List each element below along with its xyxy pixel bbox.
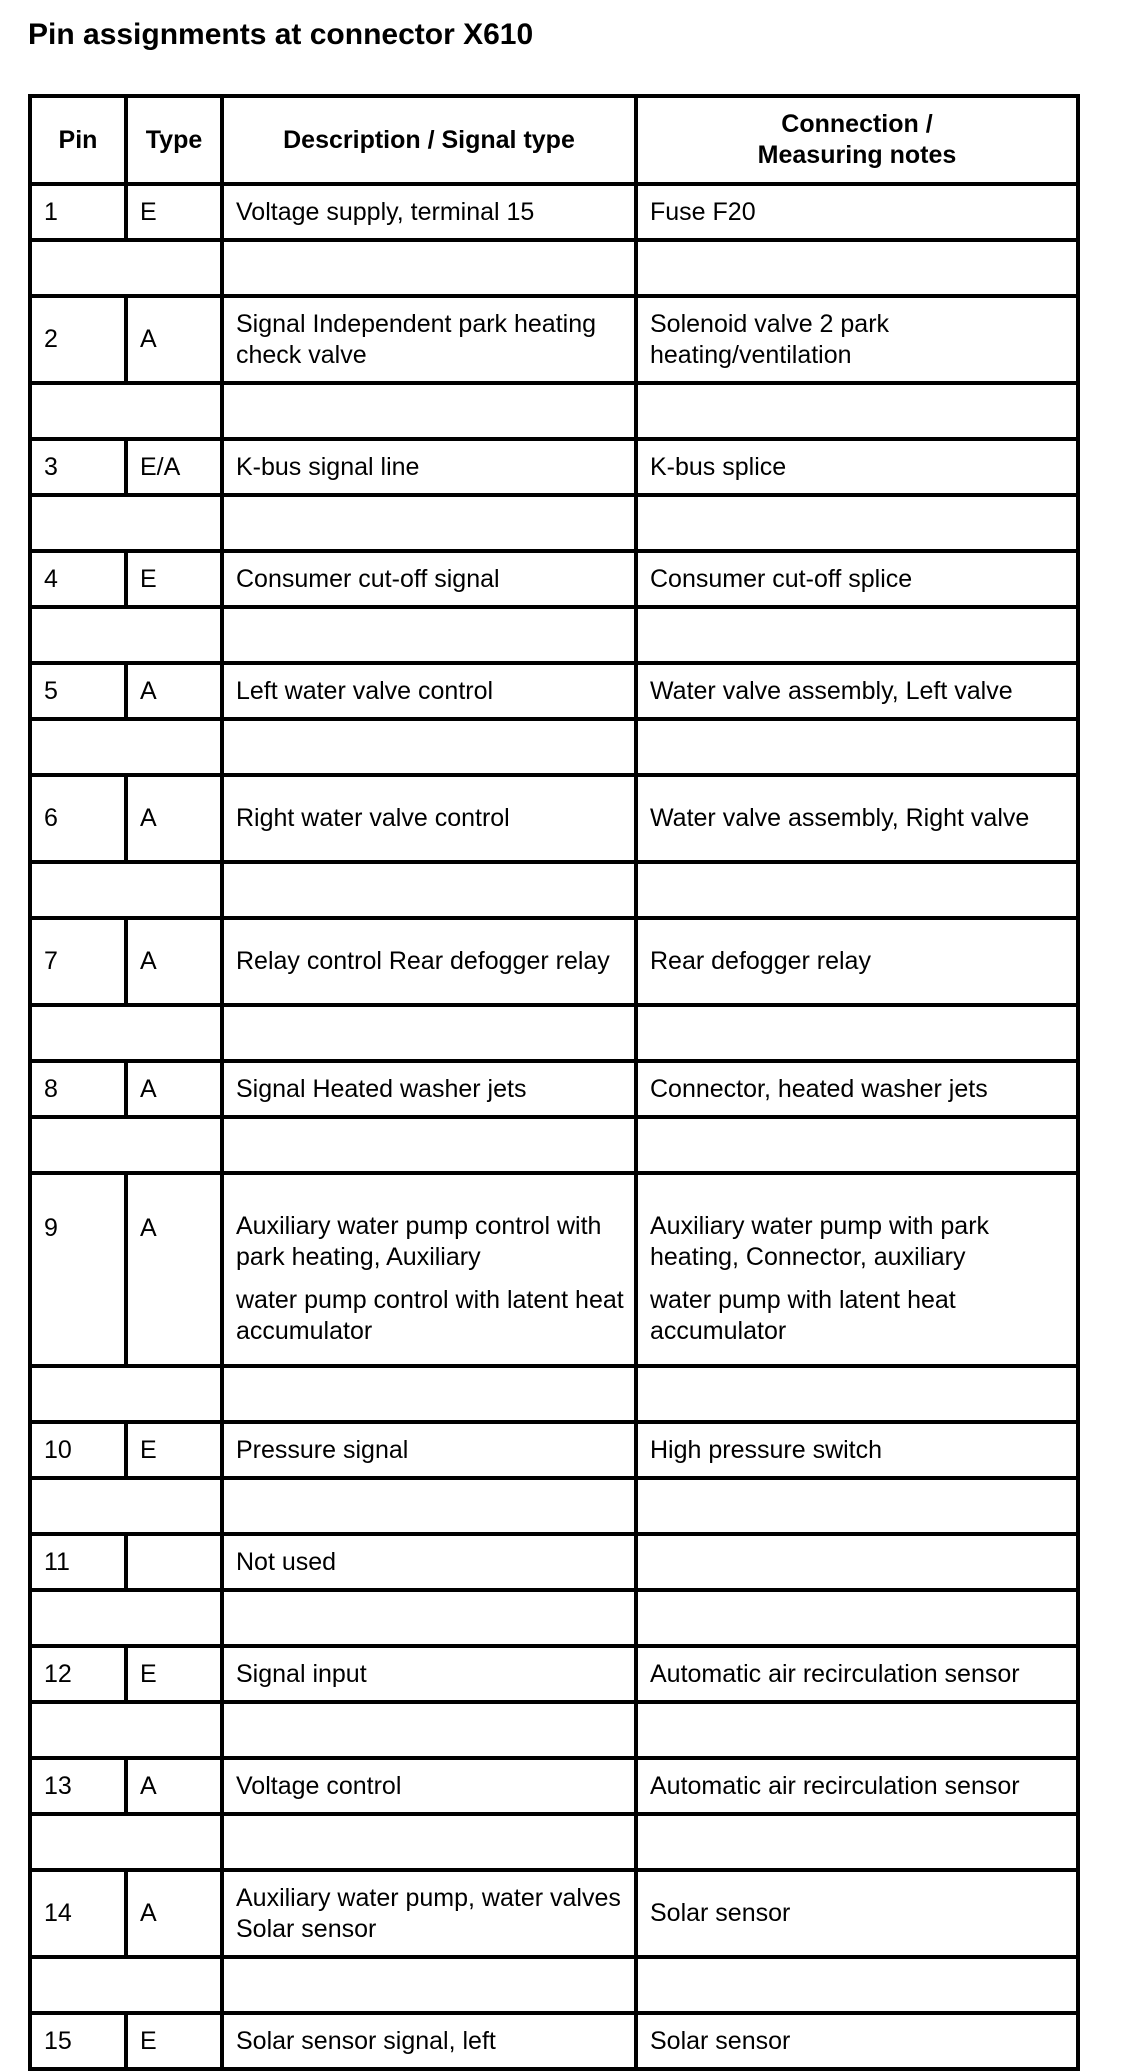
table-row <box>30 918 1078 1005</box>
header-connection-line1: Connection / <box>781 110 933 138</box>
connection-cell: K-bus splice <box>636 439 1078 495</box>
header-type: Type <box>126 96 222 184</box>
pin-assignment-table <box>28 94 1080 2071</box>
description-cell: Signal input <box>222 1646 636 1702</box>
pin-cell: 9 <box>30 1173 126 1281</box>
connection-cell: Water valve assembly, Left valve <box>636 663 1078 719</box>
description-cell: Solar sensor signal, left <box>222 2013 636 2069</box>
table-row-continued <box>30 1281 1078 1366</box>
description-cell: K-bus signal line <box>222 439 636 495</box>
connection-cell: Fuse F20 <box>636 184 1078 240</box>
pin-cell: 5 <box>30 663 126 719</box>
description-cell: Pressure signal <box>222 1422 636 1478</box>
pin-cell: 6 <box>30 775 126 862</box>
header-connection-line2: Measuring notes <box>757 141 957 169</box>
description-cell: Auxiliary water pump control with park heating, Auxiliary <box>222 1173 636 1281</box>
connection-cell: Automatic air recirculation sensor <box>636 1758 1078 1814</box>
spacer-row <box>30 1005 1078 1061</box>
description-cell: Voltage supply, terminal 15 <box>222 184 636 240</box>
type-cell: A <box>126 1870 222 1957</box>
type-cell: A <box>126 918 222 1005</box>
description-cell: Not used <box>222 1534 636 1590</box>
type-cell: E <box>126 1646 222 1702</box>
type-cell: E <box>126 2013 222 2069</box>
description-cell: Consumer cut-off signal <box>222 551 636 607</box>
table-row <box>30 296 1078 383</box>
connection-cell: Connector, heated washer jets <box>636 1061 1078 1117</box>
table-row <box>30 439 1078 495</box>
table-row <box>30 1870 1078 1957</box>
type-cell: E <box>126 184 222 240</box>
description-cell: Right water valve control <box>222 775 636 862</box>
page-title: Pin assignments at connector X610 <box>28 18 534 51</box>
description-cell: Signal Heated washer jets <box>222 1061 636 1117</box>
connection-cell: Consumer cut-off splice <box>636 551 1078 607</box>
type-cell-continued <box>126 1281 222 1366</box>
type-cell: A <box>126 296 222 383</box>
pin-cell: 10 <box>30 1422 126 1478</box>
connection-cell <box>636 1534 1078 1590</box>
table-row <box>30 551 1078 607</box>
spacer-row <box>30 495 1078 551</box>
description-cell: Signal Independent park heating check valve <box>222 296 636 383</box>
connection-cell: High pressure switch <box>636 1422 1078 1478</box>
pin-cell: 11 <box>30 1534 126 1590</box>
connection-cell: Rear defogger relay <box>636 918 1078 1005</box>
type-cell <box>126 1534 222 1590</box>
pin-cell: 4 <box>30 551 126 607</box>
type-cell: A <box>126 1758 222 1814</box>
pin-cell: 1 <box>30 184 126 240</box>
table-row <box>30 663 1078 719</box>
description-cell: Auxiliary water pump, water valves Solar sensor <box>222 1870 636 1957</box>
type-cell: A <box>126 1061 222 1117</box>
type-cell: E <box>126 551 222 607</box>
description-cell: Left water valve control <box>222 663 636 719</box>
pin-cell: 14 <box>30 1870 126 1957</box>
pin-cell: 7 <box>30 918 126 1005</box>
spacer-row <box>30 1117 1078 1173</box>
header-description: Description / Signal type <box>222 96 636 184</box>
spacer-row <box>30 719 1078 775</box>
spacer-row <box>30 1478 1078 1534</box>
pin-cell: 8 <box>30 1061 126 1117</box>
connection-cell-continued: water pump with latent heat accumulator <box>636 1281 1078 1366</box>
connection-cell: Auxiliary water pump with park heating, Connector, auxiliary <box>636 1173 1078 1281</box>
pin-cell: 13 <box>30 1758 126 1814</box>
table-row <box>30 1646 1078 1702</box>
pin-cell: 15 <box>30 2013 126 2069</box>
connection-cell: Water valve assembly, Right valve <box>636 775 1078 862</box>
spacer-row <box>30 1366 1078 1422</box>
spacer-row <box>30 383 1078 439</box>
connection-cell: Solenoid valve 2 park heating/ventilation <box>636 296 1078 383</box>
connection-cell: Solar sensor <box>636 1870 1078 1957</box>
spacer-row <box>30 1814 1078 1870</box>
type-cell: E <box>126 1422 222 1478</box>
spacer-row <box>30 1702 1078 1758</box>
spacer-row <box>30 607 1078 663</box>
table-row <box>30 1422 1078 1478</box>
connection-cell: Automatic air recirculation sensor <box>636 1646 1078 1702</box>
table-row <box>30 2013 1078 2069</box>
type-cell: E/A <box>126 439 222 495</box>
table-header-row <box>30 96 1078 184</box>
connection-cell: Solar sensor <box>636 2013 1078 2069</box>
spacer-row <box>30 1957 1078 2013</box>
header-pin: Pin <box>30 96 126 184</box>
pin-cell-continued <box>30 1281 126 1366</box>
table-row <box>30 1173 1078 1281</box>
table-row <box>30 775 1078 862</box>
type-cell: A <box>126 775 222 862</box>
description-cell: Voltage control <box>222 1758 636 1814</box>
spacer-row <box>30 1590 1078 1646</box>
pin-cell: 12 <box>30 1646 126 1702</box>
spacer-row <box>30 240 1078 296</box>
table-row <box>30 184 1078 240</box>
description-cell-continued: water pump control with latent heat accumulator <box>222 1281 636 1366</box>
type-cell: A <box>126 663 222 719</box>
pin-cell: 3 <box>30 439 126 495</box>
table-row <box>30 1061 1078 1117</box>
pin-cell: 2 <box>30 296 126 383</box>
description-cell: Relay control Rear defogger relay <box>222 918 636 1005</box>
type-cell: A <box>126 1173 222 1281</box>
spacer-row <box>30 862 1078 918</box>
header-connection <box>636 96 1078 184</box>
table-row <box>30 1758 1078 1814</box>
table-row <box>30 1534 1078 1590</box>
